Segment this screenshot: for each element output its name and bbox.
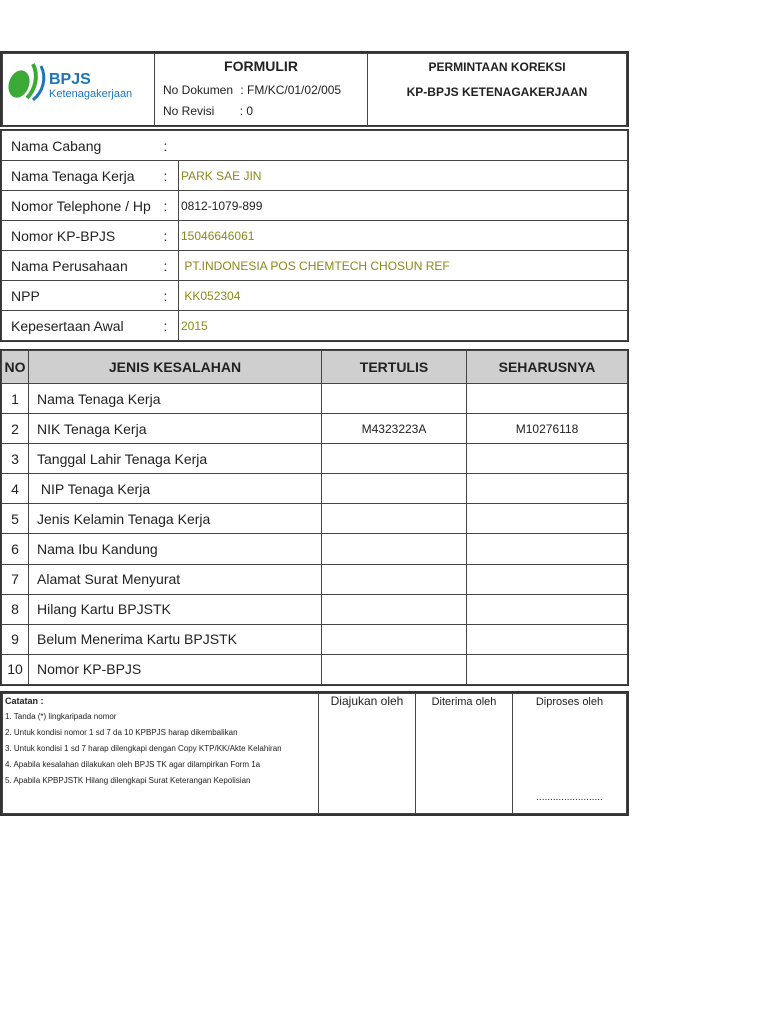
info-value-worker-name: PARK SAE JIN [179, 161, 628, 191]
error-row-number: 10 [2, 654, 29, 684]
note-item: 1. Tanda (*) lingkaripada nomor [5, 712, 117, 721]
error-row-number: 4 [2, 474, 29, 504]
info-label: Nomor KP-BPJS [2, 221, 157, 251]
error-row [2, 594, 628, 624]
revision-line [163, 104, 367, 118]
error-row [2, 534, 628, 564]
info-colon: : [157, 251, 179, 281]
info-row [2, 191, 628, 221]
revision-label: No Revisi [163, 104, 215, 118]
error-row-type: Nomor KP-BPJS [29, 654, 322, 684]
error-row [2, 474, 628, 504]
submitted-by-cell [319, 694, 416, 814]
bpjs-logo [3, 54, 153, 126]
error-row-number: 8 [2, 594, 29, 624]
info-value-phone: 0812-1079-899 [179, 191, 628, 221]
doc-number-value: : FM/KC/01/02/005 [240, 83, 342, 97]
error-row-written [322, 624, 467, 654]
error-row-should-be [467, 594, 628, 624]
request-title-line1: PERMINTAAN KOREKSI [428, 60, 566, 74]
error-row-number: 6 [2, 534, 29, 564]
revision-value: : 0 [239, 104, 254, 118]
error-row-should-be [467, 444, 628, 474]
error-row-should-be [467, 654, 628, 684]
submitted-by-label: Diajukan oleh [330, 694, 404, 708]
info-colon: : [157, 191, 179, 221]
error-row-should-be [467, 384, 628, 414]
error-row-should-be [467, 474, 628, 504]
info-row [2, 161, 628, 191]
error-row-type: Belum Menerima Kartu BPJSTK [29, 624, 322, 654]
info-colon: : [157, 311, 179, 341]
error-row [2, 654, 628, 684]
error-row-should-be [467, 534, 628, 564]
participant-info [0, 129, 629, 342]
notes-signature-block [0, 691, 629, 816]
info-colon: : [157, 161, 179, 191]
col-header-no: NO [2, 351, 29, 384]
notes-title: Catatan : [5, 696, 44, 706]
logo-cell [3, 54, 155, 127]
error-row-type: NIP Tenaga Kerja [29, 474, 322, 504]
logo-subtitle: Ketenagakerjaan [49, 88, 133, 100]
error-row-number: 5 [2, 504, 29, 534]
request-title-cell [368, 54, 627, 127]
note-item: 3. Untuk kondisi 1 sd 7 harap dilengkapi dengan Copy KTP/KK/Akte Kelahiran [5, 744, 282, 753]
logo-word: BPJS [49, 71, 91, 88]
info-row [2, 251, 628, 281]
info-table-body [2, 131, 628, 341]
processed-by-label: Diproses oleh [535, 696, 604, 708]
bpjs-logo-icon [3, 54, 153, 126]
error-row-written [322, 534, 467, 564]
info-value-kp-bpjs: 15046646061 [179, 221, 628, 251]
note-item: 4. Apabila kesalahan dilakukan oleh BPJS TK agar dilampirkan Form 1a [5, 760, 261, 769]
error-row-type: Alamat Surat Menyurat [29, 564, 322, 594]
info-value-company: PT.INDONESIA POS CHEMTECH CHOSUN REF [179, 251, 628, 281]
form-title: FORMULIR [224, 58, 298, 74]
col-header-written: TERTULIS [322, 351, 467, 384]
error-row-number: 2 [2, 414, 29, 444]
info-row [2, 281, 628, 311]
info-colon: : [157, 131, 628, 161]
info-label: Nomor Telephone / Hp [2, 191, 157, 221]
error-table-body [2, 384, 628, 685]
error-row-type: Nama Tenaga Kerja [29, 384, 322, 414]
error-row [2, 564, 628, 594]
info-label: Kepesertaan Awal [2, 311, 157, 341]
info-value-npp: KK052304 [179, 281, 628, 311]
note-item: 5. Apabila KPBPJSTK Hilang dilengkapi Surat Keterangan Kepolisian [5, 776, 251, 785]
error-row [2, 444, 628, 474]
note-item: 2. Untuk kondisi nomor 1 sd 7 da 10 KPBPJS harap dikembalikan [5, 728, 238, 737]
error-row-written: M4323223A [322, 414, 467, 444]
notes-list [5, 712, 316, 785]
error-row-number: 1 [2, 384, 29, 414]
error-row-should-be [467, 564, 628, 594]
error-table-header [2, 351, 628, 384]
error-row-number: 3 [2, 444, 29, 474]
doc-number-label: No Dokumen [163, 83, 234, 97]
error-row [2, 624, 628, 654]
error-row [2, 384, 628, 414]
form-header [0, 51, 629, 127]
error-row-written [322, 504, 467, 534]
error-row-number: 9 [2, 624, 29, 654]
error-row-type: Hilang Kartu BPJSTK [29, 594, 322, 624]
received-by-cell [416, 694, 513, 814]
info-row [2, 221, 628, 251]
error-row-should-be [467, 504, 628, 534]
col-header-should-be: SEHARUSNYA [467, 351, 628, 384]
error-row-should-be [467, 624, 628, 654]
received-by-label: Diterima oleh [431, 696, 497, 708]
error-row-type: NIK Tenaga Kerja [29, 414, 322, 444]
signature-line: ........................ [536, 792, 603, 803]
info-value-membership-start: 2015 [179, 311, 628, 341]
form-info-cell [155, 54, 368, 127]
notes-cell [3, 694, 319, 814]
error-row [2, 414, 628, 444]
error-row-type: Jenis Kelamin Tenaga Kerja [29, 504, 322, 534]
error-table [0, 349, 629, 686]
error-row-written [322, 474, 467, 504]
col-header-error-type: JENIS KESALAHAN [29, 351, 322, 384]
doc-number-line [163, 83, 367, 97]
error-row-should-be: M10276118 [467, 414, 628, 444]
error-row-number: 7 [2, 564, 29, 594]
info-row [2, 311, 628, 341]
request-title-line2: KP-BPJS KETENAGAKERJAAN [406, 85, 588, 99]
info-colon: : [157, 221, 179, 251]
error-row-written [322, 444, 467, 474]
info-label: Nama Cabang [2, 131, 157, 161]
info-label: NPP [2, 281, 157, 311]
error-row [2, 504, 628, 534]
info-colon: : [157, 281, 179, 311]
info-row [2, 131, 628, 161]
error-row-written [322, 654, 467, 684]
info-label: Nama Perusahaan [2, 251, 157, 281]
error-row-type: Tanggal Lahir Tenaga Kerja [29, 444, 322, 474]
error-row-written [322, 594, 467, 624]
error-row-written [322, 564, 467, 594]
error-row-type: Nama Ibu Kandung [29, 534, 322, 564]
error-row-written [322, 384, 467, 414]
info-label: Nama Tenaga Kerja [2, 161, 157, 191]
processed-by-cell [513, 694, 627, 814]
